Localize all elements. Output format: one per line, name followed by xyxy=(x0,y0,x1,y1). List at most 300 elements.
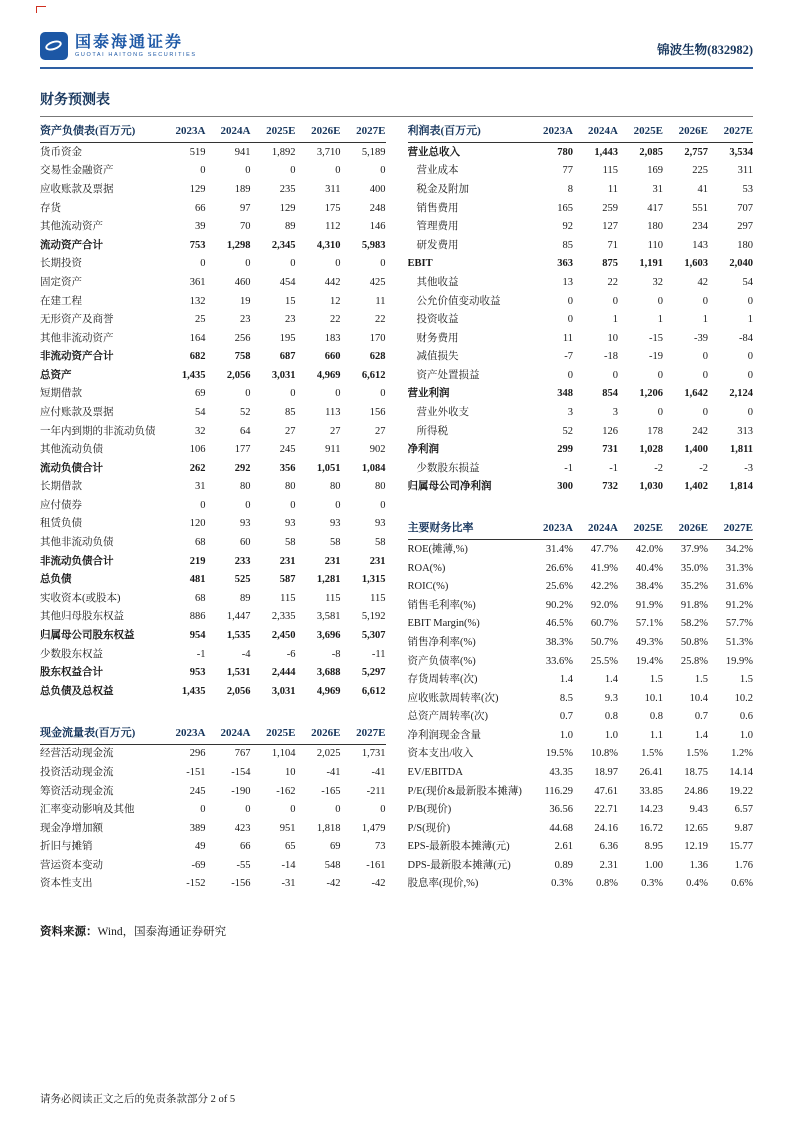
cell-value: 1,731 xyxy=(361,748,386,760)
income-statement-table xyxy=(408,123,754,496)
cell-value: 886 xyxy=(189,611,206,623)
cell-value: -42 xyxy=(371,878,386,890)
financial-ratios-table xyxy=(408,520,754,893)
row-label: 其他非流动负债 xyxy=(40,537,114,549)
table-row xyxy=(408,875,754,894)
row-label: P/S(现价) xyxy=(407,822,451,834)
cell-value: 0 xyxy=(702,295,708,307)
cell-value: 4,310 xyxy=(316,239,341,251)
cell-value: 31.3% xyxy=(725,562,753,574)
cell-value: 32 xyxy=(652,276,663,288)
row-label: 存货周转率(次) xyxy=(407,674,478,686)
cell-value: 1.0 xyxy=(739,729,753,741)
cell-value: 41.9% xyxy=(590,562,618,574)
table-row xyxy=(40,819,386,838)
table-title: 现金流量表(百万元) xyxy=(40,725,161,745)
table-row xyxy=(408,273,754,292)
cell-value: 64 xyxy=(240,425,251,437)
table-row xyxy=(40,366,386,385)
cell-value: 2,444 xyxy=(271,667,296,679)
cell-value: 12.19 xyxy=(684,841,708,853)
row-label: 投资活动现金流 xyxy=(40,767,114,779)
row-label: ROE(摊薄,%) xyxy=(407,544,468,556)
right-column xyxy=(408,123,754,893)
cell-value: 242 xyxy=(692,425,708,437)
cell-value: 6,612 xyxy=(361,685,386,697)
cell-value: 40.4% xyxy=(635,562,663,574)
cell-value: 248 xyxy=(369,202,386,214)
cell-value: 2,085 xyxy=(639,146,663,158)
cell-value: 25 xyxy=(195,314,206,326)
cell-value: 389 xyxy=(189,822,206,834)
cell-value: 22 xyxy=(375,314,386,326)
table-row xyxy=(40,422,386,441)
cell-value: 52 xyxy=(562,425,573,437)
cell-value: 0 xyxy=(380,499,386,511)
cell-value: 42.0% xyxy=(635,544,663,556)
cell-value: 165 xyxy=(557,202,573,214)
logo-oval-icon xyxy=(44,39,63,53)
table-row xyxy=(408,162,754,181)
year-column-header: 2024A xyxy=(206,123,251,143)
row-label: ROIC(%) xyxy=(407,581,449,593)
year-column-header: 2025E xyxy=(618,123,663,143)
cell-value: 423 xyxy=(234,822,251,834)
row-label: 资产处置损益 xyxy=(416,369,480,381)
year-column-header: 2026E xyxy=(296,123,341,143)
cell-value: 33.85 xyxy=(639,785,663,797)
table-header-row xyxy=(40,725,386,745)
cell-value: 262 xyxy=(189,462,206,474)
cell-value: 0 xyxy=(290,165,296,177)
cell-value: -2 xyxy=(699,462,708,474)
cell-value: 1.5 xyxy=(694,674,708,686)
cell-value: 660 xyxy=(324,351,341,363)
cell-value: 231 xyxy=(279,555,296,567)
table-header-row xyxy=(408,123,754,143)
cell-value: 115 xyxy=(602,165,618,177)
row-label: 营业利润 xyxy=(407,388,450,400)
table-title: 利润表(百万元) xyxy=(408,123,529,143)
cell-value: 25.5% xyxy=(590,655,618,667)
cell-value: 454 xyxy=(279,276,296,288)
cell-value: 15.77 xyxy=(729,841,753,853)
cell-value: 2.31 xyxy=(599,859,618,871)
table-row xyxy=(40,645,386,664)
cell-value: 1,206 xyxy=(639,388,663,400)
year-column-header: 2023A xyxy=(161,123,206,143)
row-label: 资本支出/收入 xyxy=(407,748,474,760)
cell-value: -161 xyxy=(366,859,386,871)
cell-value: 460 xyxy=(234,276,251,288)
cell-value: 233 xyxy=(234,555,251,567)
cell-value: 13 xyxy=(562,276,573,288)
cell-value: 1,191 xyxy=(639,258,663,270)
cell-value: 296 xyxy=(189,748,206,760)
cell-value: 68 xyxy=(195,537,206,549)
cell-value: 31.4% xyxy=(545,544,573,556)
table-row xyxy=(40,348,386,367)
table-row xyxy=(408,143,754,162)
year-column-header: 2025E xyxy=(251,123,296,143)
cell-value: 2.61 xyxy=(554,841,573,853)
cell-value: 113 xyxy=(325,406,341,418)
cell-value: 245 xyxy=(189,785,206,797)
cell-value: 442 xyxy=(324,276,341,288)
row-label: 少数股东权益 xyxy=(40,648,103,660)
cell-value: 1,479 xyxy=(361,822,386,834)
cell-value: 1.5 xyxy=(649,674,663,686)
cell-value: -69 xyxy=(191,859,206,871)
cell-value: -11 xyxy=(371,648,386,660)
table-row xyxy=(408,670,754,689)
cell-value: 143 xyxy=(692,239,708,251)
cell-value: 58.2% xyxy=(680,618,708,630)
table-row xyxy=(40,589,386,608)
table-row xyxy=(408,385,754,404)
cell-value: 41 xyxy=(697,184,708,196)
cell-value: 0 xyxy=(245,388,251,400)
cell-value: 46.5% xyxy=(545,618,573,630)
row-label: 长期投资 xyxy=(40,258,82,270)
table-row xyxy=(40,626,386,645)
cell-value: 941 xyxy=(234,146,251,158)
table-row xyxy=(408,348,754,367)
cell-value: 0 xyxy=(290,258,296,270)
year-column-header: 2027E xyxy=(341,725,386,745)
row-label: 应付账款及票据 xyxy=(40,406,114,418)
cell-value: 1,443 xyxy=(594,146,618,158)
cell-value: 16.72 xyxy=(639,822,663,834)
row-label: 折旧与摊销 xyxy=(40,841,93,853)
cell-value: 23 xyxy=(285,314,296,326)
table-row xyxy=(40,608,386,627)
cell-value: 1.1 xyxy=(649,729,663,741)
year-column-header: 2024A xyxy=(206,725,251,745)
cell-value: 93 xyxy=(240,518,251,530)
cell-value: 10 xyxy=(285,767,296,779)
row-label: 汇率变动影响及其他 xyxy=(40,804,135,816)
cell-value: 1,084 xyxy=(361,462,386,474)
row-label: 短期借款 xyxy=(40,388,82,400)
cell-value: 93 xyxy=(285,518,296,530)
cell-value: 525 xyxy=(234,574,251,586)
cell-value: 2,025 xyxy=(316,748,341,760)
source-text: Wind，国泰海通证券研究 xyxy=(97,926,227,939)
cell-value: 875 xyxy=(602,258,618,270)
cell-value: 10.2 xyxy=(734,692,753,704)
row-label: EV/EBITDA xyxy=(407,767,463,779)
row-label: EPS-最新股本摊薄(元) xyxy=(407,841,510,853)
cell-value: 120 xyxy=(189,518,206,530)
year-column-header: 2026E xyxy=(663,123,708,143)
table-row xyxy=(408,838,754,857)
source-note xyxy=(40,923,753,939)
cell-value: 400 xyxy=(369,184,386,196)
row-label: 所得税 xyxy=(416,425,448,437)
cell-value: 1 xyxy=(657,314,663,326)
row-label: 现金净增加额 xyxy=(40,822,103,834)
cell-value: 731 xyxy=(602,444,618,456)
row-label: 营业成本 xyxy=(416,165,459,177)
cell-value: 0 xyxy=(747,351,753,363)
cell-value: 177 xyxy=(234,444,251,456)
table-row xyxy=(40,180,386,199)
table-row xyxy=(408,540,754,559)
cell-value: 1.4 xyxy=(694,729,708,741)
cell-value: 2,056 xyxy=(226,369,251,381)
cell-value: 2,757 xyxy=(684,146,708,158)
table-row xyxy=(40,875,386,894)
row-label: P/B(现价) xyxy=(407,804,452,816)
cell-value: 31.6% xyxy=(725,581,753,593)
cell-value: 1,400 xyxy=(684,444,708,456)
cell-value: 5,192 xyxy=(361,611,386,623)
cell-value: 80 xyxy=(240,481,251,493)
row-label: DPS-最新股本摊薄(元) xyxy=(407,859,511,871)
year-column-header: 2024A xyxy=(573,123,618,143)
row-label: 减值损失 xyxy=(416,351,459,363)
cell-value: 1,892 xyxy=(271,146,296,158)
cell-value: 50.7% xyxy=(590,636,618,648)
cell-value: 628 xyxy=(369,351,386,363)
row-label: 管理费用 xyxy=(416,221,459,233)
table-row xyxy=(40,403,386,422)
cell-value: 1.5% xyxy=(641,748,663,760)
cell-value: 0 xyxy=(290,499,296,511)
cell-value: -4 xyxy=(241,648,251,660)
table-row xyxy=(40,571,386,590)
table-row xyxy=(408,782,754,801)
cell-value: 49 xyxy=(195,841,206,853)
cell-value: 60.7% xyxy=(590,618,618,630)
cell-value: 1,402 xyxy=(684,481,708,493)
row-label: 归属母公司净利润 xyxy=(407,481,492,493)
cell-value: 548 xyxy=(324,859,341,871)
cell-value: 348 xyxy=(557,388,573,400)
table-row xyxy=(408,478,754,497)
cell-value: 361 xyxy=(189,276,206,288)
cell-value: 10.8% xyxy=(590,748,618,760)
cell-value: 311 xyxy=(325,184,341,196)
cell-value: 110 xyxy=(647,239,663,251)
cell-value: 89 xyxy=(240,592,251,604)
cell-value: 0 xyxy=(702,351,708,363)
cell-value: 231 xyxy=(369,555,386,567)
cell-value: 80 xyxy=(285,481,296,493)
cell-value: 0 xyxy=(380,804,386,816)
cell-value: 0 xyxy=(245,499,251,511)
cell-value: 24.86 xyxy=(684,785,708,797)
cell-value: 4,969 xyxy=(316,685,341,697)
row-label: 流动负债合计 xyxy=(40,462,103,474)
row-label: 归属母公司股东权益 xyxy=(40,629,135,641)
cell-value: 22 xyxy=(607,276,618,288)
cell-value: 2,056 xyxy=(226,685,251,697)
cell-value: -14 xyxy=(281,859,296,871)
cell-value: 9.3 xyxy=(604,692,618,704)
cell-value: 26.6% xyxy=(545,562,573,574)
cell-value: 1,315 xyxy=(361,574,386,586)
brand-logo-icon xyxy=(40,32,68,60)
cell-value: 116.29 xyxy=(544,785,573,797)
row-label: 总负债及总权益 xyxy=(40,685,114,697)
cell-value: 35.0% xyxy=(680,562,708,574)
cell-value: 90.2% xyxy=(545,599,573,611)
row-label: 非流动资产合计 xyxy=(40,351,114,363)
cell-value: 19 xyxy=(240,295,251,307)
table-row xyxy=(40,682,386,701)
table-row xyxy=(40,856,386,875)
cell-value: 0.8 xyxy=(604,711,618,723)
table-row xyxy=(40,663,386,682)
row-label: 营运资本变动 xyxy=(40,859,103,871)
cell-value: 0 xyxy=(335,258,341,270)
table-row xyxy=(40,496,386,515)
cell-value: 115 xyxy=(370,592,386,604)
table-row xyxy=(408,726,754,745)
cell-value: 1.5 xyxy=(739,674,753,686)
table-row xyxy=(408,763,754,782)
table-row xyxy=(40,292,386,311)
table-row xyxy=(40,329,386,348)
cell-value: -41 xyxy=(371,767,386,779)
cell-value: 68 xyxy=(195,592,206,604)
cell-value: 77 xyxy=(562,165,573,177)
cell-value: 19.9% xyxy=(725,655,753,667)
cell-value: 0 xyxy=(702,406,708,418)
table-row xyxy=(408,459,754,478)
cell-value: 11 xyxy=(375,295,386,307)
table-row xyxy=(40,162,386,181)
cell-value: 51.3% xyxy=(725,636,753,648)
cell-value: 69 xyxy=(195,388,206,400)
cell-value: 0.6 xyxy=(739,711,753,723)
row-label: 应付债券 xyxy=(40,499,82,511)
table-row xyxy=(40,800,386,819)
cell-value: 753 xyxy=(189,239,206,251)
year-column-header: 2025E xyxy=(251,725,296,745)
cell-value: 11 xyxy=(562,332,573,344)
cell-value: 25.8% xyxy=(680,655,708,667)
cell-value: 0.4% xyxy=(686,878,708,890)
cell-value: 1,531 xyxy=(226,667,251,679)
cell-value: 92.0% xyxy=(590,599,618,611)
cell-value: 5,297 xyxy=(361,667,386,679)
cell-value: 0.7 xyxy=(694,711,708,723)
cell-value: 60 xyxy=(240,537,251,549)
row-label: 应收账款及票据 xyxy=(40,184,114,196)
cell-value: 481 xyxy=(189,574,206,586)
cell-value: 0 xyxy=(200,499,206,511)
table-row xyxy=(40,838,386,857)
cell-value: 3,688 xyxy=(316,667,341,679)
table-row xyxy=(40,236,386,255)
cell-value: 1.76 xyxy=(734,859,753,871)
cell-value: 1,435 xyxy=(181,369,206,381)
cell-value: 417 xyxy=(647,202,663,214)
row-label: 销售毛利率(%) xyxy=(407,599,476,611)
cell-value: 1,535 xyxy=(226,629,251,641)
cell-value: 39 xyxy=(195,221,206,233)
cell-value: 175 xyxy=(324,202,341,214)
row-label: 在建工程 xyxy=(40,295,82,307)
table-row xyxy=(40,533,386,552)
cell-value: 19.5% xyxy=(545,748,573,760)
cell-value: 92 xyxy=(562,221,573,233)
year-column-header: 2023A xyxy=(528,123,573,143)
cell-value: 0.7 xyxy=(559,711,573,723)
cell-value: 14.14 xyxy=(729,767,753,779)
cell-value: 52 xyxy=(240,406,251,418)
cell-value: 91.9% xyxy=(635,599,663,611)
cell-value: 0 xyxy=(335,499,341,511)
row-label: 净利润现金含量 xyxy=(407,729,481,741)
cell-value: 12.65 xyxy=(684,822,708,834)
cell-value: 73 xyxy=(375,841,386,853)
cell-value: 0 xyxy=(335,804,341,816)
cell-value: 80 xyxy=(330,481,341,493)
table-header-row xyxy=(408,520,754,540)
cell-value: 180 xyxy=(647,221,663,233)
cell-value: 132 xyxy=(189,295,206,307)
row-label: 总负债 xyxy=(40,574,72,586)
cell-value: 0 xyxy=(567,295,573,307)
row-label: 总资产周转率(次) xyxy=(407,711,488,723)
cell-value: 38.4% xyxy=(635,581,663,593)
cell-value: 2,345 xyxy=(271,239,296,251)
cell-value: 0.8% xyxy=(596,878,618,890)
row-label: 股东权益合计 xyxy=(40,667,103,679)
cell-value: -55 xyxy=(236,859,251,871)
cell-value: 551 xyxy=(692,202,708,214)
table-row xyxy=(40,515,386,534)
cell-value: 44.68 xyxy=(549,822,573,834)
table-row xyxy=(408,329,754,348)
cell-value: 53 xyxy=(742,184,753,196)
cell-value: 0 xyxy=(380,258,386,270)
cell-value: 1,435 xyxy=(181,685,206,697)
table-row xyxy=(40,255,386,274)
table-row xyxy=(408,199,754,218)
table-row xyxy=(408,218,754,237)
cell-value: 1.4 xyxy=(604,674,618,686)
cell-value: 0 xyxy=(245,804,251,816)
cell-value: -31 xyxy=(281,878,296,890)
cell-value: 10.1 xyxy=(644,692,663,704)
cell-value: 164 xyxy=(189,332,206,344)
cell-value: 732 xyxy=(602,481,618,493)
table-row xyxy=(40,782,386,801)
table-row xyxy=(40,459,386,478)
cell-value: 57.7% xyxy=(725,618,753,630)
table-row xyxy=(408,180,754,199)
year-column-header: 2027E xyxy=(708,123,753,143)
cell-value: 256 xyxy=(234,332,251,344)
cell-value: 219 xyxy=(189,555,206,567)
cell-value: -190 xyxy=(231,785,251,797)
cell-value: 0 xyxy=(657,295,663,307)
page-footer: 请务必阅读正文之后的免责条款部分 2 of 5 xyxy=(40,1094,236,1105)
cell-value: 37.9% xyxy=(680,544,708,556)
row-label: 货币资金 xyxy=(40,146,82,158)
page-title: 财务预测表 xyxy=(40,89,753,117)
table-row xyxy=(408,236,754,255)
cell-value: 183 xyxy=(324,332,341,344)
row-label: EBIT Margin(%) xyxy=(407,618,480,630)
table-row xyxy=(40,218,386,237)
cell-value: 58 xyxy=(375,537,386,549)
